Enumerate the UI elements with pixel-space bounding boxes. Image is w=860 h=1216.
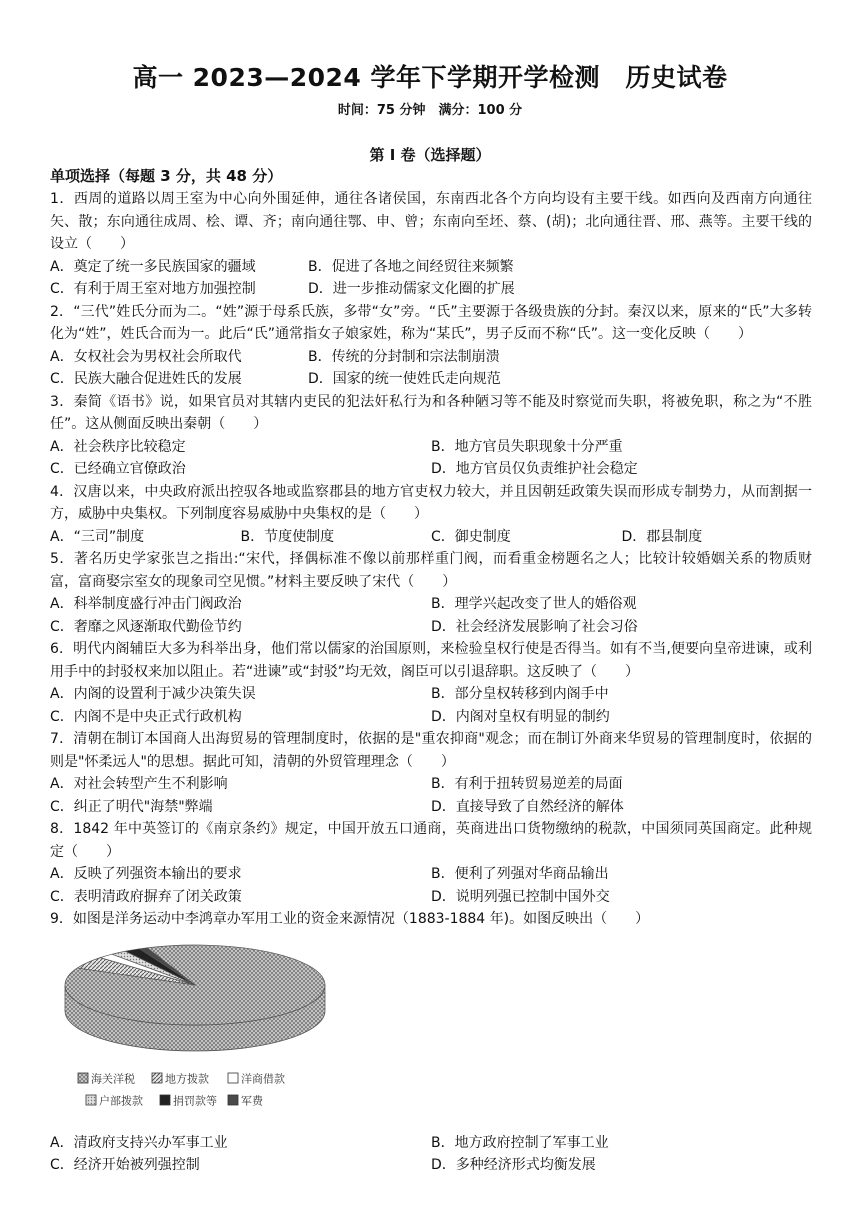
question-2 xyxy=(50,301,812,391)
option-a[interactable]: A．对社会转型产生不利影响 xyxy=(50,776,228,792)
option-a[interactable]: A．“三司”制度 xyxy=(50,528,145,545)
option-c[interactable]: C．经济开始被列强控制 xyxy=(50,1157,200,1173)
legend-label-6: 军费 xyxy=(241,1094,263,1107)
legend-label-1: 海关洋税 xyxy=(91,1072,135,1085)
question-1 xyxy=(50,188,812,301)
options xyxy=(50,593,812,638)
option-d[interactable]: D．内阁对皇权有明显的制约 xyxy=(431,708,610,725)
option-c[interactable]: C．奢靡之风逐渐取代勤俭节约 xyxy=(50,618,242,635)
legend-swatch-1 xyxy=(78,1073,88,1083)
exam-title: 高一 2023—2024 学年下学期开学检测 历史试卷 xyxy=(132,63,728,92)
option-d[interactable]: D．进一步推动儒家文化圈的扩展 xyxy=(308,281,515,297)
funding-pie-chart xyxy=(60,937,812,1132)
exam-content xyxy=(50,164,812,1177)
options xyxy=(50,773,812,818)
question-stem: 5．著名历史学家张岂之指出:“宋代，择偶标准不像以前那样重门阀，而看重金榜题名之人；比较计较婚姻关系的物质财富，富商娶宗室女的现象司空见惯。”材料主要反映了宋代（ ） xyxy=(50,551,812,590)
option-d[interactable]: D．说明列强已控制中国外交 xyxy=(431,888,610,905)
option-b[interactable]: B．节度使制度 xyxy=(240,528,335,545)
options xyxy=(50,256,812,301)
question-stem: 7．清朝在制订本国商人出海贸易的管理制度时，依据的是"重农抑商"观念；而在制订外商来华贸易的管理制度时，依据的则是"怀柔远人"的思想。据此可知，清朝的外贸管理理念（ ） xyxy=(50,731,812,770)
option-b[interactable]: B．部分皇权转移到内阁手中 xyxy=(431,686,609,702)
question-stem: 3．秦简《语书》说，如果官员对其辖内吏民的犯法奸私行为和各种陋习等不能及时察觉而失职，将被免职，称之为“不胜任”。这从侧面反映出秦朝（ ） xyxy=(50,393,812,432)
option-a[interactable]: A．清政府支持兴办军事工业 xyxy=(50,1134,228,1151)
legend-swatch-4 xyxy=(86,1095,96,1105)
option-a[interactable]: A．奠定了统一多民族国家的疆域 xyxy=(50,258,256,275)
option-c[interactable]: C．内阁不是中央正式行政机构 xyxy=(50,708,242,725)
legend-label-3: 洋商借款 xyxy=(241,1072,285,1085)
option-a[interactable]: A．女权社会为男权社会所取代 xyxy=(50,348,242,365)
option-d[interactable]: D．国家的统一使姓氏走向规范 xyxy=(308,371,501,387)
legend-label-4: 户部拨款 xyxy=(99,1094,143,1107)
option-b[interactable]: B．促进了各地之间经贸往来频繁 xyxy=(308,258,514,275)
options xyxy=(50,683,812,728)
question-4 xyxy=(50,481,812,549)
options xyxy=(50,1132,812,1177)
question-type-heading: 单项选择（每题 3 分，共 48 分） xyxy=(50,167,283,185)
question-6 xyxy=(50,638,812,728)
question-9 xyxy=(50,908,812,1177)
legend-swatch-5 xyxy=(160,1095,170,1105)
options xyxy=(50,526,812,549)
question-5 xyxy=(50,548,812,638)
section-heading: 第 I 卷（选择题） xyxy=(369,146,491,164)
question-stem: 9．如图是洋务运动中李鸿章办军用工业的资金来源情况（1883-1884 年)。如图反映出（ ） xyxy=(50,911,650,927)
option-c[interactable]: C．民族大融合促进姓氏的发展 xyxy=(50,371,242,387)
question-stem: 6．明代内阁辅臣大多为科举出身，他们常以儒家的治国原则，来检验皇权行使是否得当。如有不当,便要向皇帝进谏，或利用手中的封驳权来加以阻止。若“进谏”或“封驳”均无效，阁臣可以引退辞职。这反映了（ ） xyxy=(50,641,812,680)
pie-legend xyxy=(78,1071,285,1107)
option-d[interactable]: D．郡县制度 xyxy=(621,528,703,545)
options xyxy=(50,436,812,481)
exam-meta: 时间：75 分钟 满分：100 分 xyxy=(337,103,523,118)
option-a[interactable]: A．内阁的设置利于减少决策失误 xyxy=(50,686,256,702)
option-d[interactable]: D．直接导致了自然经济的解体 xyxy=(431,798,624,815)
option-c[interactable]: C．纠正了明代"海禁"弊端 xyxy=(50,798,213,815)
options xyxy=(50,863,812,908)
option-c[interactable]: C．已经确立官僚政治 xyxy=(50,461,186,477)
options xyxy=(50,346,812,391)
option-a[interactable]: A．反映了列强资本输出的要求 xyxy=(50,866,242,882)
option-b[interactable]: B．理学兴起改变了世人的婚俗观 xyxy=(431,596,637,612)
option-c[interactable]: C．御史制度 xyxy=(431,528,511,545)
option-d[interactable]: D．多种经济形式均衡发展 xyxy=(431,1157,596,1173)
legend-label-5: 捐罚款等 xyxy=(173,1094,217,1107)
question-7 xyxy=(50,728,812,818)
legend-swatch-2 xyxy=(152,1073,162,1083)
question-stem: 1．西周的道路以周王室为中心向外围延伸，通往各诸侯国，东南西北各个方向均设有主要干线。如西向及西南方向通往矢、散；东向通往成周、桧、谭、齐；南向通往鄂、申、曾；东南向至坯、蔡、(胡)；北向通往晋、邢、燕等。主要干线的设立（ ） xyxy=(50,191,812,252)
option-d[interactable]: D．社会经济发展影响了社会习俗 xyxy=(431,618,638,635)
option-c[interactable]: C．有利于周王室对地方加强控制 xyxy=(50,281,256,297)
legend-label-2: 地方拨款 xyxy=(165,1072,209,1085)
option-a[interactable]: A．社会秩序比较稳定 xyxy=(50,438,186,455)
option-b[interactable]: B．传统的分封制和宗法制崩溃 xyxy=(308,348,500,365)
legend-swatch-6 xyxy=(228,1095,238,1105)
legend-swatch-3 xyxy=(228,1073,238,1083)
option-d[interactable]: D．地方官员仅负责维护社会稳定 xyxy=(431,461,638,477)
option-a[interactable]: A．科举制度盛行冲击门阀政治 xyxy=(50,596,242,612)
question-8 xyxy=(50,818,812,908)
question-3 xyxy=(50,391,812,481)
question-stem: 4．汉唐以来，中央政府派出控驭各地或监察郡县的地方官吏权力较大，并且因朝廷政策失误而形成专制势力，从而割据一方，威胁中央集权。下列制度容易威胁中央集权的是（ ） xyxy=(50,483,812,522)
option-b[interactable]: B．有利于扭转贸易逆差的局面 xyxy=(431,776,623,792)
question-stem: 2．“三代”姓氏分而为二。“姓”源于母系氏族，多带“女”旁。“氏”主要源于各级贵族的分封。秦汉以来，原来的“氏”大多转化为“姓”，姓氏合而为一。此后“氏”通常指女子娘家姓，称为“某氏”，男子反而不称“氏”。这一变化反映（ ） xyxy=(50,303,812,342)
question-stem: 8．1842 年中英签订的《南京条约》规定，中国开放五口通商，英商进出口货物缴纳的税款，中国须同英国商定。此种规定（ ） xyxy=(50,821,812,860)
option-b[interactable]: B．地方政府控制了军事工业 xyxy=(431,1134,609,1151)
pie-slices xyxy=(65,945,325,1051)
option-b[interactable]: B．便利了列强对华商品输出 xyxy=(431,866,609,882)
option-c[interactable]: C．表明清政府摒弃了闭关政策 xyxy=(50,888,242,905)
option-b[interactable]: B．地方官员失职现象十分严重 xyxy=(431,438,623,455)
pie-chart-svg xyxy=(60,937,360,1127)
